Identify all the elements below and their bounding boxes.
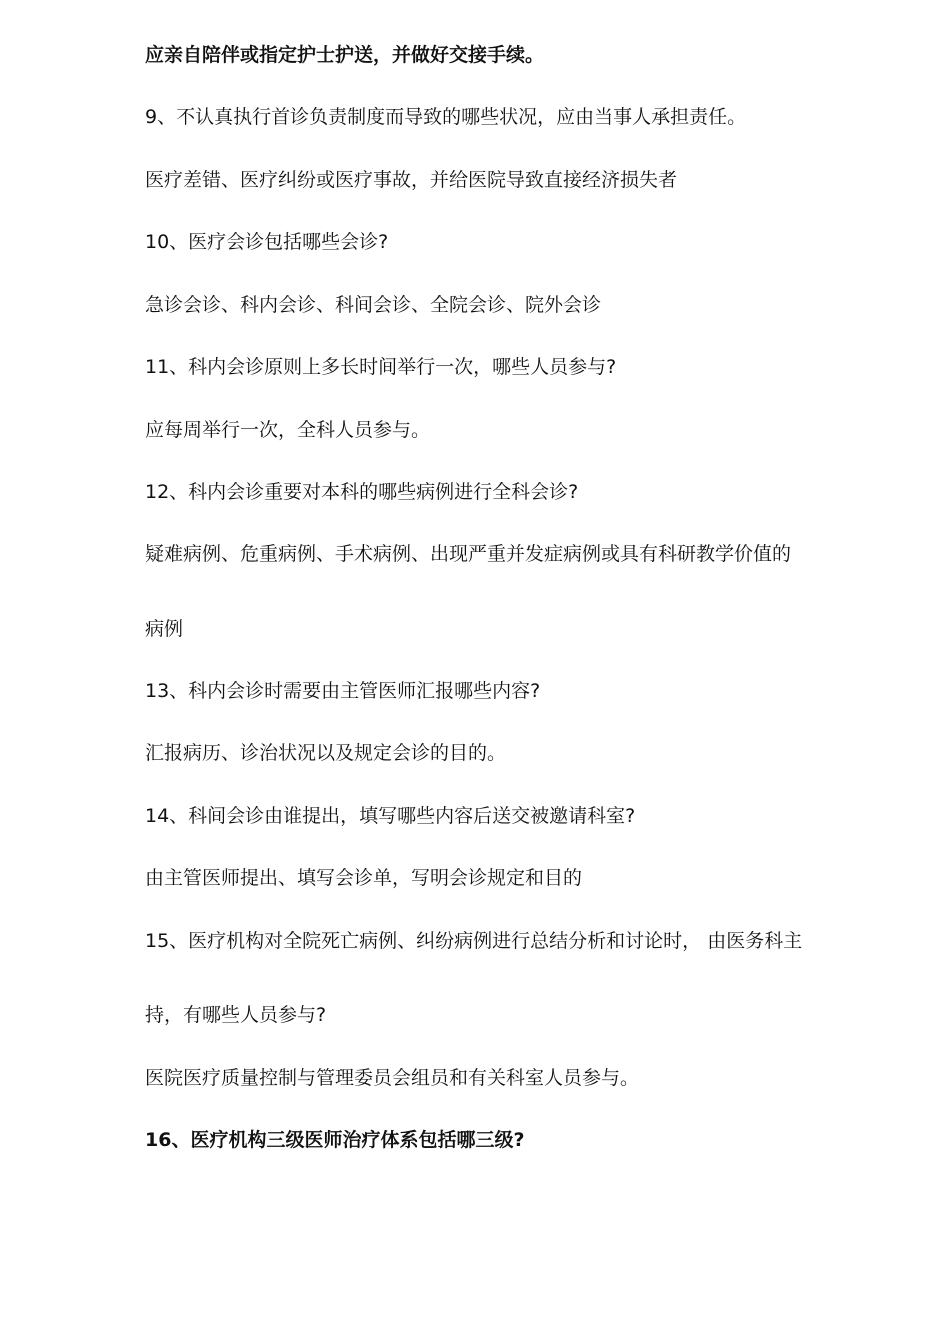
answer-12-continued: 病例 [145,618,184,640]
question-15: 15、医疗机构对全院死亡病例、纠纷病例进行总结分析和讨论时， 由医务科主 [145,930,803,952]
question-11: 11、科内会诊原则上多长时间举行一次，哪些人员参与? [145,356,617,378]
answer-13: 汇报病历、诊治状况以及规定会诊的目的。 [145,742,507,764]
answer-15: 医院医疗质量控制与管理委员会组员和有关科室人员参与。 [145,1067,640,1089]
answer-14: 由主管医师提出、填写会诊单，写明会诊规定和目的 [145,867,583,889]
text-line: 应亲自陪伴或指定护士护送，并做好交接手续。 [145,44,545,66]
question-9: 9、不认真执行首诊负责制度而导致的哪些状况，应由当事人承担责任。 [145,106,747,128]
answer-9: 医疗差错、医疗纠纷或医疗事故，并给医院导致直接经济损失者 [145,169,678,191]
question-10: 10、医疗会诊包括哪些会诊? [145,231,389,253]
question-13: 13、科内会诊时需要由主管医师汇报哪些内容? [145,680,541,702]
question-16: 16、医疗机构三级医师治疗体系包括哪三级? [145,1129,525,1151]
answer-10: 急诊会诊、科内会诊、科间会诊、全院会诊、院外会诊 [145,294,602,316]
answer-11: 应每周举行一次，全科人员参与。 [145,419,431,441]
question-14: 14、科间会诊由谁提出，填写哪些内容后送交被邀请科室? [145,805,636,827]
question-12: 12、科内会诊重要对本科的哪些病例进行全科会诊? [145,481,579,503]
question-15-continued: 持，有哪些人员参与? [145,1004,327,1026]
answer-12: 疑难病例、危重病例、手术病例、出现严重并发症病例或具有科研教学价值的 [145,543,792,565]
